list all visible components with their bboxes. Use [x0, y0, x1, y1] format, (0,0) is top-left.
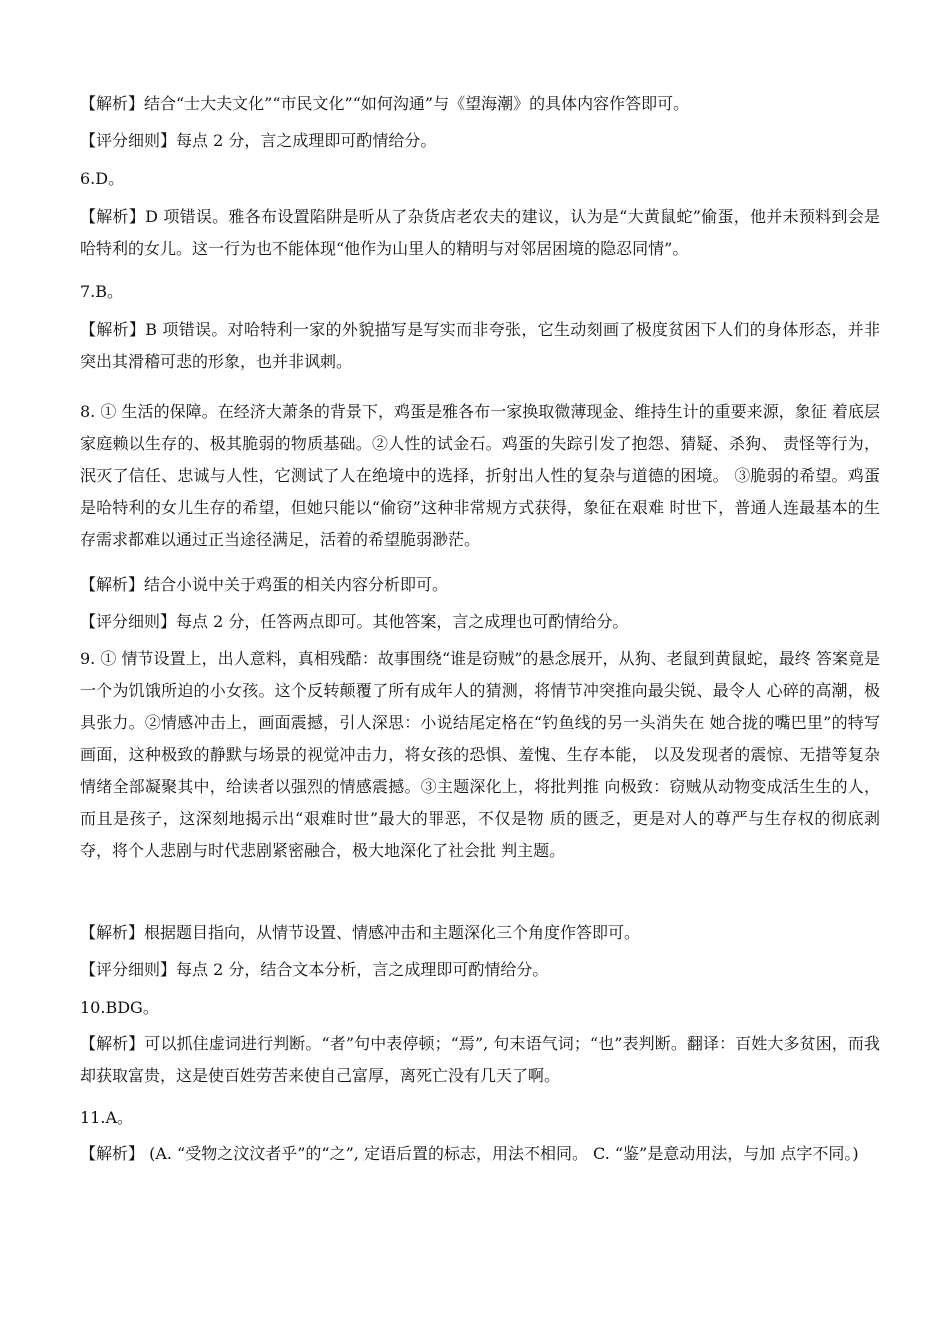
analysis-paragraph-10: 【解析】可以抓住虚词进行判断。“者”句中表停顿；“焉”, 句末语气词；“也”表判断。翻译：百姓大多贫困，而我却获取富贵，这是使百姓劳苦来使自己富厚，离死亡没有几天了啊。 [80, 1034, 880, 1085]
analysis-paragraph-5: 【解析】结合“士大夫文化”“市民文化”“如何沟通”与《望海潮》的具体内容作答即可。 [80, 94, 690, 113]
analysis-paragraph-8: 【解析】结合小说中关于鸡蛋的相关内容分析即可。 [80, 575, 449, 594]
analysis-paragraph-6: 【解析】D 项错误。雅各布设置陷阱是听从了杂货店老农夫的建议，认为是“大黄鼠蛇”偷蛋，他并未预料到会是哈特利的女儿。这一行为也不能体现“他作为山里人的精明与对邻居困境的隐忍同情”。 [80, 207, 880, 258]
answer-10: 10.BDG。 [80, 998, 159, 1017]
analysis-paragraph-9: 【解析】根据题目指向，从情节设置、情感冲击和主题深化三个角度作答即可。 [80, 923, 641, 942]
answer-6: 6.D。 [80, 169, 125, 188]
answer-8: 8. ① 生活的保障。在经济大萧条的背景下，鸡蛋是雅各布一家换取微薄现金、维持生计的重要来源，象征 着底层家庭赖以生存的、极其脆弱的物质基础。②人性的试金石。鸡蛋的失踪引发了抱怨、猜疑、杀狗、 责怪等行为，泯灭了信任、忠诚与人性，它测试了人在绝境中的选择，折射出人性的复杂与道德的困境。 ③脆弱的希望。鸡蛋是哈特利的女儿生存的希望，但她只能以“偷窃”这种非常规方式获得，象征在艰难 时世下，普通人连最基本的生存需求都难以通过正当途径满足，活着的希望脆弱渺茫。 [80, 402, 880, 549]
answer-7: 7.B。 [80, 282, 124, 301]
analysis-paragraph-11: 【解析】 (A. “受物之汶汶者乎”的“之”, 定语后置的标志，用法不相同。 C. “鉴”是意动用法，与加 点字不同。) [80, 1144, 859, 1163]
scoring-paragraph-8: 【评分细则】每点 2 分，任答两点即可。其他答案，言之成理也可酌情给分。 [80, 612, 629, 631]
answer-11: 11.A。 [80, 1108, 134, 1127]
answer-9: 9. ① 情节设置上，出人意料，真相残酷：故事围绕“谁是窃贼”的悬念展开，从狗、老鼠到黄鼠蛇，最终 答案竟是一个为饥饿所迫的小女孩。这个反转颠覆了所有成年人的猜测，将情节冲突推向最尖锐、最令人 心碎的高潮，极具张力。②情感冲击上，画面震撼，引人深思：小说结尾定格在“钓鱼线的另一头消失在 她合拢的嘴巴里”的特写画面，这种极致的静默与场景的视觉冲击力，将女孩的恐惧、羞愧、生存本能， 以及发现者的震惊、无措等复杂情绪全部凝聚其中，给读者以强烈的情感震撼。③主题深化上，将批判推 向极致：窃贼从动物变成活生生的人，而且是孩子，这深刻地揭示出“艰难时世”最大的罪恶，不仅是物 质的匮乏，更是对人的尊严与生存权的彻底剥夺，将个人悲剧与时代悲剧紧密融合，极大地深化了社会批 判主题。 [80, 649, 880, 860]
analysis-paragraph-7: 【解析】B 项错误。对哈特利一家的外貌描写是写实而非夸张，它生动刻画了极度贫困下人们的身体形态，并非突出其滑稽可悲的形象，也并非讽刺。 [80, 320, 880, 371]
scoring-paragraph-5: 【评分细则】每点 2 分，言之成理即可酌情给分。 [80, 131, 437, 150]
scoring-paragraph-9: 【评分细则】每点 2 分，结合文本分析，言之成理即可酌情给分。 [80, 960, 549, 979]
